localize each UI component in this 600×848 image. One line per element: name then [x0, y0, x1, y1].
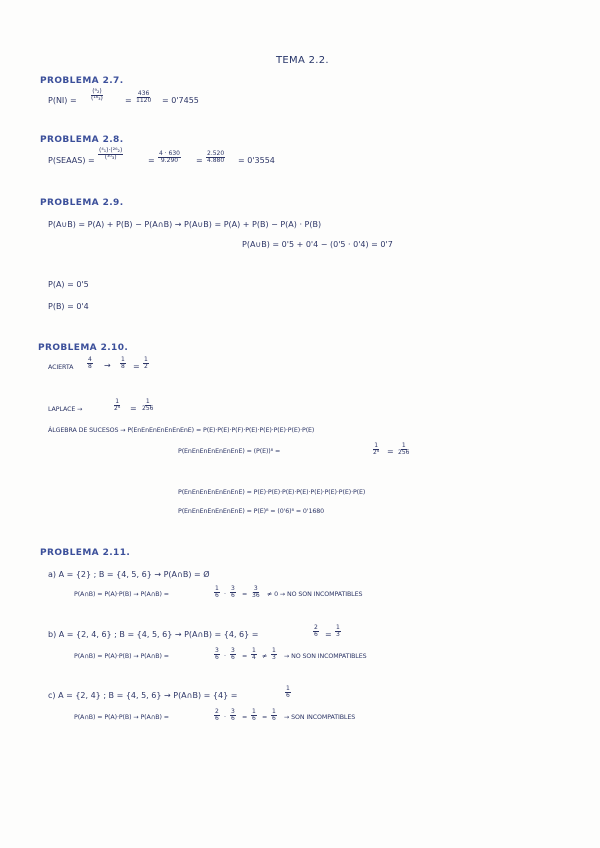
p28-fraction-2: $\frac{2.520}{4.880}$ — [207, 150, 225, 165]
p211-b-fraction-2: $\frac{1}{3}$ — [336, 624, 340, 639]
p210-algebra-fraction-2: $\frac{1}{256}$ — [398, 442, 410, 457]
p210-laplace-fraction-2: $\frac{1}{256}$ — [142, 398, 154, 413]
p211-a-dot: · — [224, 591, 226, 598]
p211-a-equals: = — [242, 591, 248, 598]
p211-a-fraction-1: $\frac{1}{6}$ — [215, 585, 219, 600]
p27-result: = 0'7455 — [162, 96, 199, 105]
p28-result: = 0'3554 — [238, 156, 275, 165]
p211-b-equals-1: = — [325, 630, 332, 639]
p29-line-2: P(A∪B) = 0'5 + 0'4 − (0'5 · 0'4) = 0'7 — [242, 240, 393, 249]
p211-a-fraction-2: $\frac{3}{6}$ — [231, 585, 235, 600]
p211-c-fraction-3: $\frac{3}{6}$ — [231, 708, 235, 723]
p211-b-equals-2: = — [242, 653, 248, 660]
p210-laplace-equals: = — [130, 404, 137, 413]
p211-b-fraction-4: $\frac{3}{6}$ — [231, 647, 235, 662]
p211-c-fraction-1: $\frac{1}{6}$ — [286, 685, 290, 700]
p211-b-not-equal: ≠ — [262, 653, 268, 660]
problem-2-7-heading: PROBLEMA 2.7. — [40, 76, 124, 86]
p211-a-line-2: P(A∩B) = P(A)·P(B) → P(A∩B) = — [74, 591, 169, 598]
p210-acierta-result-2: $\frac{1}{2}$ — [144, 356, 148, 371]
p211-b-line-2: P(A∩B) = P(A)·P(B) → P(A∩B) = — [74, 653, 169, 660]
p211-b-fraction-5: $\frac{1}{4}$ — [252, 647, 256, 662]
p211-b-fraction-1: $\frac{2}{6}$ — [314, 624, 318, 639]
p211-a-conclusion: ≠ 0 → NO SON INCOMPATIBLES — [267, 591, 363, 598]
p28-lhs: P(SEAAS) = — [48, 156, 95, 165]
p211-c-fraction-2: $\frac{2}{6}$ — [215, 708, 219, 723]
p211-b-fraction-6: $\frac{1}{3}$ — [272, 647, 276, 662]
p210-algebra-line-4: P(EnEnEnEnEnEnEnE) = P(E)⁸ = (0'6)⁸ = 0'1680 — [178, 508, 325, 515]
p211-c-line-1: c) A = {2, 4} ; B = {4, 5, 6} → P(A∩B) = {4} = — [48, 691, 238, 700]
p28-binomial-fraction: (⁴₁)·(²⁶₂) (³⁰₃) — [99, 147, 123, 162]
p211-b-dot: · — [224, 653, 226, 660]
problem-2-11-heading: PROBLEMA 2.11. — [40, 548, 131, 558]
p29-pa: P(A) = 0'5 — [48, 280, 89, 289]
p211-c-dot: · — [224, 714, 226, 721]
p28-equals-1: = — [148, 156, 155, 165]
p28-fraction-1: $\frac{4 \cdot 630}{9.290}$ — [159, 150, 180, 165]
p211-b-conclusion: → NO SON INCOMPATIBLES — [284, 653, 367, 660]
p211-b-line-1: b) A = {2, 4, 6} ; B = {4, 5, 6} → P(A∩B) = {4, 6} = — [48, 630, 259, 639]
p27-fraction: $\frac{436}{1120}$ — [136, 90, 152, 105]
p210-acierta-arrow: → — [104, 361, 111, 370]
p210-algebra-equals: = — [387, 447, 394, 456]
p211-b-fraction-3: $\frac{3}{6}$ — [215, 647, 219, 662]
p211-a-line-1: a) A = {2} ; B = {4, 5, 6} → P(A∩B) = Ø — [48, 570, 210, 579]
p27-equals: = — [125, 96, 132, 105]
p210-laplace-fraction-1: $\frac{1}{\text{2⁸}}$ — [114, 398, 121, 413]
p211-c-equals-2: = — [262, 714, 268, 721]
p27-lhs: P(NI) = — [48, 96, 77, 105]
page-title: TEMA 2.2. — [276, 55, 329, 66]
p211-c-fraction-5: $\frac{1}{6}$ — [272, 708, 276, 723]
p29-line-1: P(A∪B) = P(A) + P(B) − P(A∩B) → P(A∪B) = P(A) + P(B) − P(A) · P(B) — [48, 220, 322, 229]
p211-a-fraction-3: $\frac{3}{36}$ — [252, 585, 260, 600]
p210-acierta-label: ACIERTA — [48, 364, 74, 371]
p210-acierta-equals: = — [133, 362, 140, 371]
problem-2-9-heading: PROBLEMA 2.9. — [40, 198, 124, 208]
p29-pb: P(B) = 0'4 — [48, 302, 89, 311]
p210-laplace-label: LAPLACE → — [48, 406, 83, 413]
p211-c-line-2: P(A∩B) = P(A)·P(B) → P(A∩B) = — [74, 714, 169, 721]
problem-2-8-heading: PROBLEMA 2.8. — [40, 135, 124, 145]
p210-algebra-line-3: P(EnEnEnEnEnEnEnE) = P(E)·P(E)·P(E)·P(E)·P(E)·P(E)·P(E)·P(E) — [178, 489, 366, 496]
p211-c-conclusion: → SON INCOMPATIBLES — [284, 714, 356, 721]
p210-acierta-result-1: $\frac{1}{8}$ — [121, 356, 125, 371]
p210-acierta-fraction: $\frac{4}{8}$ — [88, 356, 92, 371]
p211-c-fraction-4: $\frac{1}{6}$ — [252, 708, 256, 723]
p28-equals-2: = — [196, 156, 203, 165]
p211-c-equals-1: = — [242, 714, 248, 721]
p27-binomial-fraction: (⁹₂) (¹⁶₃) — [91, 88, 103, 103]
p210-algebra-line-2: P(EnEnEnEnEnEnEnE) = (P(E))⁸ = — [178, 448, 281, 455]
problem-2-10-heading: PROBLEMA 2.10. — [38, 343, 129, 353]
p210-algebra-fraction-1: $\frac{1}{\text{2⁸}}$ — [373, 442, 380, 457]
p210-algebra-line-1: ÁLGEBRA DE SUCESOS → P(EnEnEnEnEnEnEnE) = P(E)·P(E)·P(F)·P(E)·P(E)·P(E)·P(E)·P(E) — [48, 427, 315, 434]
